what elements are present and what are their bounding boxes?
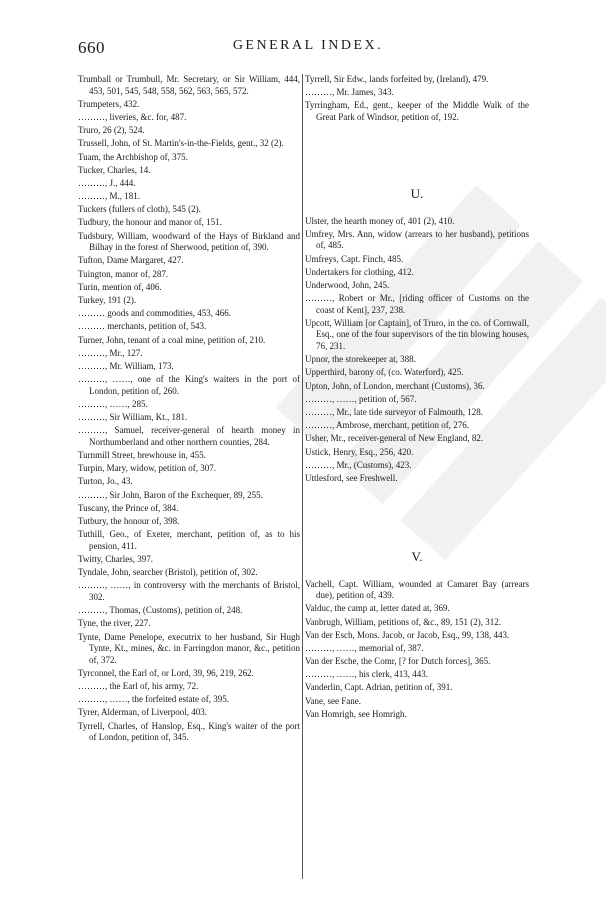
index-entry: ………, Mr. William, 173.: [78, 360, 174, 371]
index-entry: Van der Esch, Mons. Jacob, or Jacob, Esq., 99, 138, 443.: [305, 629, 510, 640]
index-entry: ………, Mr., (Customs), 423.: [305, 459, 412, 470]
index-entry: Tyrrell, Sir Edw., lands forfeited by, (Ireland), 479.: [305, 74, 489, 84]
index-entry: Tudbury, the honour and manor of, 151.: [78, 217, 222, 228]
index-entry: Turkey, 191 (2).: [78, 295, 137, 305]
page-header: [78, 38, 538, 62]
column-divider: [302, 74, 303, 879]
index-entry: Tyrringham, Ed., gent., keeper of the Middle Walk of the Great Park of Windsor, petition of, 192.: [305, 100, 529, 122]
index-entry: ………, ……, the forfeited estate of, 395.: [78, 694, 229, 705]
index-entry: Uttlesford, see Freshwell.: [305, 472, 398, 483]
index-entry: Vanderlin, Capt. Adrian, petition of, 391.: [305, 682, 453, 693]
index-entry: ……… goods and commodities, 453, 466.: [78, 308, 231, 319]
index-entry: ……… merchants, petition of, 543.: [78, 321, 207, 332]
index-entry: ………, Mr., 127.: [78, 347, 143, 358]
index-entry: ………, ……, petition of, 567.: [305, 393, 417, 404]
index-entry: ………, Samuel, receiver-general of hearth money in Northumberland and other northern counties, 284.: [78, 425, 300, 447]
index-entry: Upcott, William [or Captain], of Truro, in the co. of Cornwall, Esq., one of the four supervisors of the tin blowing houses, 76, 231.: [305, 317, 529, 352]
index-entry: Vanbrugh, William, petitions of, &c., 89, 151 (2), 312.: [305, 616, 501, 627]
index-entry: Tyne, the river, 227.: [78, 618, 151, 629]
index-entry: ………, Ambrose, merchant, petition of, 276.: [305, 420, 469, 431]
index-entry: Tudsbury, William, woodward of the Hays of Birkland and Bilhay in the forest of Sherwood, petition of, 390.: [78, 230, 300, 253]
index-entry: ………, ……, in controversy with the merchants of Bristol, 302.: [78, 580, 300, 602]
index-entry: ………, ……, 285.: [78, 398, 148, 409]
index-entry: Tuington, manor of, 287.: [78, 268, 169, 279]
index-entry: Turner, John, tenant of a coal mine, petition of, 210.: [78, 334, 266, 345]
index-entry: Tyrrell, Charles, of Hanslop, Esq., King's waiter of the port of London, petition of, 345.: [78, 720, 300, 743]
index-entry: ………, ……, his clerk, 413, 443.: [305, 669, 428, 680]
index-entry: Vachell, Capt. William, wounded at Camaret Bay (arrears due), petition of, 439.: [305, 578, 529, 601]
index-entry: ………, the Earl of, his army, 72.: [78, 681, 199, 692]
index-entry: Tyndale, John, searcher (Bristol), petition of, 302.: [78, 567, 258, 578]
index-entry: Upnor, the storekeeper at, 388.: [305, 354, 416, 365]
section-heading-v: V.: [411, 548, 423, 564]
index-entry: Tutbury, the honour of, 398.: [78, 516, 180, 526]
index-entry: Underwood, John, 245.: [305, 279, 390, 290]
index-entry: Upton, John, of London, merchant (Customs), 36.: [305, 380, 485, 391]
index-entry: Turton, Jo., 43.: [78, 476, 133, 487]
index-entry: Ulster, the hearth money of, 401 (2), 410.: [305, 215, 455, 226]
index-entry: Tyrconnel, the Earl of, or Lord, 39, 96, 219, 262.: [78, 667, 254, 678]
running-title: GENERAL INDEX.: [232, 38, 384, 53]
index-entry: Trumpeters, 432.: [78, 98, 140, 109]
index-entry: Van der Esche, the Comr, [? for Dutch forces], 365.: [305, 656, 491, 667]
page-number: 660: [78, 38, 105, 57]
left-column: [78, 74, 300, 745]
index-entry: Tuthill, Geo., of Exeter, merchant, petition of, as to his pension, 411.: [78, 529, 300, 551]
section-v-entries: [305, 579, 529, 721]
index-entry: Umfreys, Capt. Finch, 485.: [305, 253, 404, 264]
index-entry: ………, Thomas, (Customs), petition of, 248.: [78, 605, 243, 616]
right-top-entries: [305, 74, 529, 124]
index-entry: Truro, 26 (2), 524.: [78, 125, 145, 136]
section-u-entries: [305, 216, 529, 485]
index-entry: ………, liveries, &c. for, 487.: [78, 111, 187, 122]
index-entry: Van Homrigh, see Homrigh.: [305, 708, 407, 719]
index-entry: ………, Mr., late tide surveyor of Falmouth, 128.: [305, 407, 483, 417]
index-entry: Ustick, Henry, Esq., 256, 420.: [305, 446, 414, 457]
index-entry: ………, Sir John, Baron of the Exchequer, 89, 255.: [78, 489, 263, 500]
index-entry: Trumball or Trumbull, Mr. Secretary, or Sir William, 444, 453, 501, 545, 548, 558, 562, 563, 565, 572.: [78, 74, 300, 96]
index-entry: ………, ……, memorial of, 387.: [305, 642, 424, 653]
index-entry: Twitty, Charles, 397.: [78, 553, 154, 564]
right-column: [305, 74, 529, 722]
index-entry: Tucker, Charles, 14.: [78, 164, 151, 175]
index-entry: ………, M., 181.: [78, 191, 141, 202]
index-entry: Tynte, Dame Penelope, executrix to her husband, Sir Hugh Tynte, Kt., mines, &c. in Farringdon manor, &c., petition of, 372.: [78, 631, 300, 665]
index-entry: Tuam, the Archbishop of, 375.: [78, 151, 188, 162]
index-entry: Usher, Mr., receiver-general of New England, 82.: [305, 433, 484, 444]
index-entry: ………, Sir William, Kt., 181.: [78, 412, 188, 423]
index-entry: Vane, see Fane.: [305, 695, 361, 706]
index-entry: Turnmill Street, brewhouse in, 455.: [78, 450, 206, 461]
index-entry: Tufton, Dame Margaret, 427.: [78, 255, 184, 266]
index-entry: Tuckers (fullers of cloth), 545 (2).: [78, 204, 201, 215]
index-entry: Tuscany, the Prince of, 384.: [78, 502, 179, 513]
index-entry: Valduc, the camp at, letter dated at, 369.: [305, 603, 450, 614]
index-entry: Trussell, John, of St. Martin's-in-the-Fields, gent., 32 (2).: [78, 138, 284, 149]
index-entry: Turpin, Mary, widow, petition of, 307.: [78, 463, 216, 474]
index-entry: ………, ……, one of the King's waiters in the port of London, petition of, 260.: [78, 374, 300, 396]
index-entry: ………, J., 444.: [78, 177, 136, 188]
section-heading-u: U.: [410, 185, 424, 201]
index-entry: Upperthird, barony of, (co. Waterford), 425.: [305, 367, 464, 378]
index-entry: ………, Mr. James, 343.: [305, 87, 394, 98]
index-entry: Turin, mention of, 406.: [78, 281, 162, 292]
index-entry: Tyrer, Alderman, of Liverpool, 403.: [78, 707, 207, 718]
index-entry: Umfrey, Mrs. Ann, widow (arrears to her husband), petitions of, 485.: [305, 228, 529, 251]
index-entry: ………, Robert or Mr., [riding officer of Customs on the coast of Kent], 237, 238.: [305, 293, 529, 315]
index-entry: Undertakers for clothing, 412.: [305, 266, 414, 277]
